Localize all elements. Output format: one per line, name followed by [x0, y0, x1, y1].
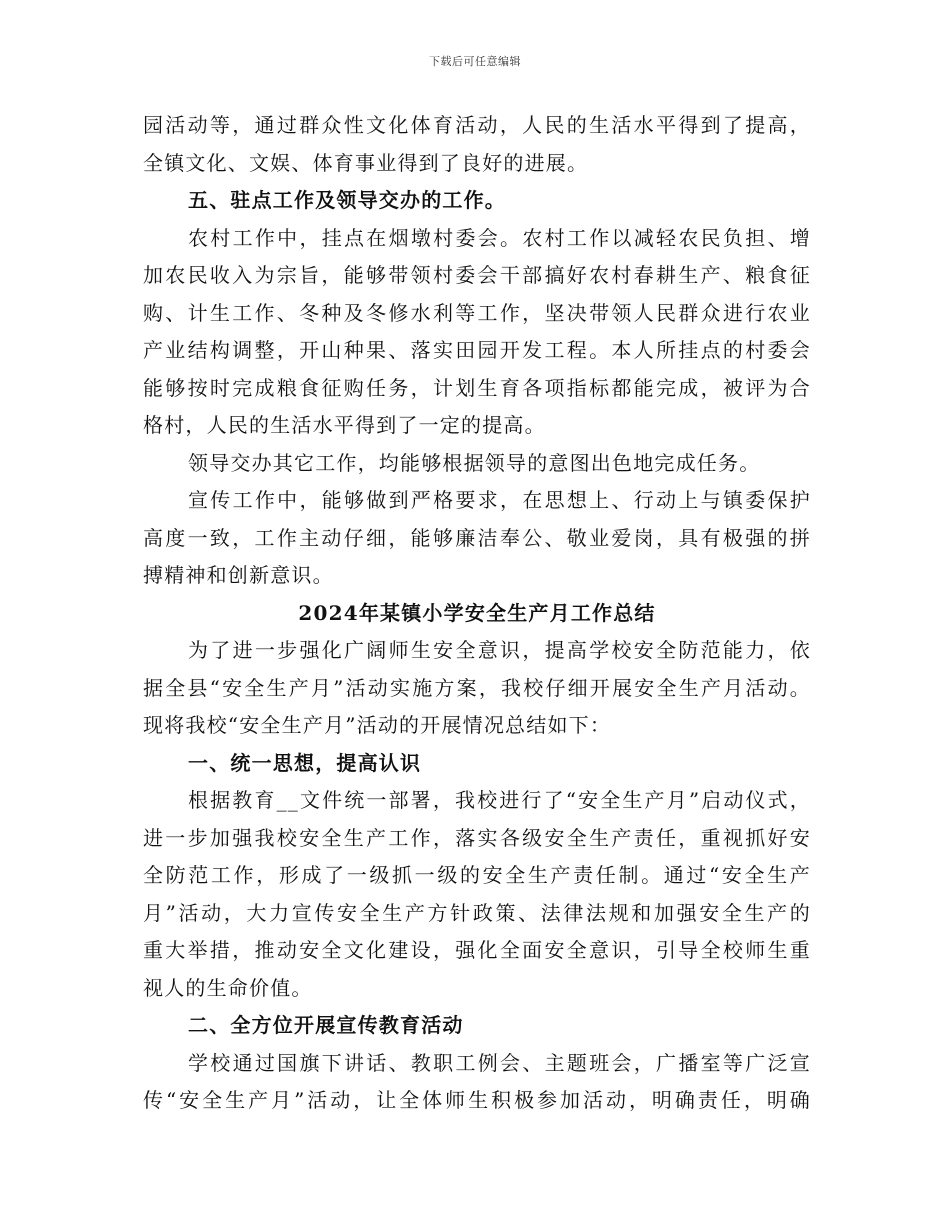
- body-line: 学校通过国旗下讲话、教职工例会、主题班会，广播室等广泛宣: [188, 1050, 811, 1075]
- body-line: 视人的生命价值。: [143, 975, 313, 1000]
- page-header: 下载后可任意编辑: [429, 55, 521, 68]
- body-line: 购、计生工作、冬种及冬修水利等工作，坚决带领人民群众进行农业: [143, 300, 811, 325]
- section-heading: 一、统一思想，提高认识: [188, 750, 422, 775]
- document-body: [143, 107, 811, 1120]
- body-line: 格村，人民的生活水平得到了一定的提高。: [143, 413, 546, 437]
- body-line: 据全县“安全生产月”活动实施方案，我校仔细开展安全生产月活动。: [143, 675, 811, 700]
- section-heading: 二、全方位开展宣传教育活动: [188, 1013, 464, 1037]
- body-line: 宣传工作中，能够做到严格要求，在思想上、行动上与镇委保护: [188, 488, 811, 512]
- body-line: 月”活动，大力宣传安全生产方针政策、法律法规和加强安全生产的: [143, 900, 811, 925]
- body-line: 现将我校“安全生产月”活动的开展情况总结如下：: [143, 713, 612, 737]
- body-line: 产业结构调整，开山种果、落实田园开发工程。本人所挂点的村委会: [143, 338, 811, 362]
- body-line: 进一步加强我校安全生产工作，落实各级安全生产责任，重视抓好安: [143, 825, 811, 850]
- body-line: 农村工作中，挂点在烟墩村委会。农村工作以减轻农民负担、增: [188, 225, 811, 250]
- body-line: 全镇文化、文娱、体育事业得到了良好的进展。: [143, 150, 589, 175]
- body-line: 重大举措，推动安全文化建设，强化全面安全意识，引导全校师生重: [143, 938, 811, 962]
- section-heading: 五、驻点工作及领导交办的工作。: [188, 188, 506, 212]
- body-line: 领导交办其它工作，均能够根据领导的意图出色地完成任务。: [188, 450, 761, 475]
- body-line: 传“安全生产月”活动，让全体师生积极参加活动，明确责任，明确: [143, 1088, 811, 1112]
- body-line: 高度一致，工作主动仔细，能够廉洁奉公、敬业爱岗，具有极强的拼: [143, 525, 811, 550]
- body-line: 为了进一步强化广阔师生安全意识，提高学校安全防范能力，依: [188, 638, 811, 662]
- body-line: 全防范工作，形成了一级抓一级的安全生产责任制。通过“安全生产: [143, 863, 811, 887]
- body-line: 根据教育__文件统一部署，我校进行了“安全生产月”启动仪式，: [188, 788, 811, 812]
- body-line: 加农民收入为宗旨，能够带领村委会干部搞好农村春耕生产、粮食征: [143, 263, 811, 287]
- body-line: 园活动等，通过群众性文化体育活动，人民的生活水平得到了提高，: [143, 113, 811, 137]
- body-line: 搏精神和创新意识。: [143, 563, 334, 587]
- document-title: 2024年某镇小学安全生产月工作总结: [298, 600, 656, 625]
- body-line: 能够按时完成粮食征购任务，计划生育各项指标都能完成，被评为合: [143, 375, 811, 400]
